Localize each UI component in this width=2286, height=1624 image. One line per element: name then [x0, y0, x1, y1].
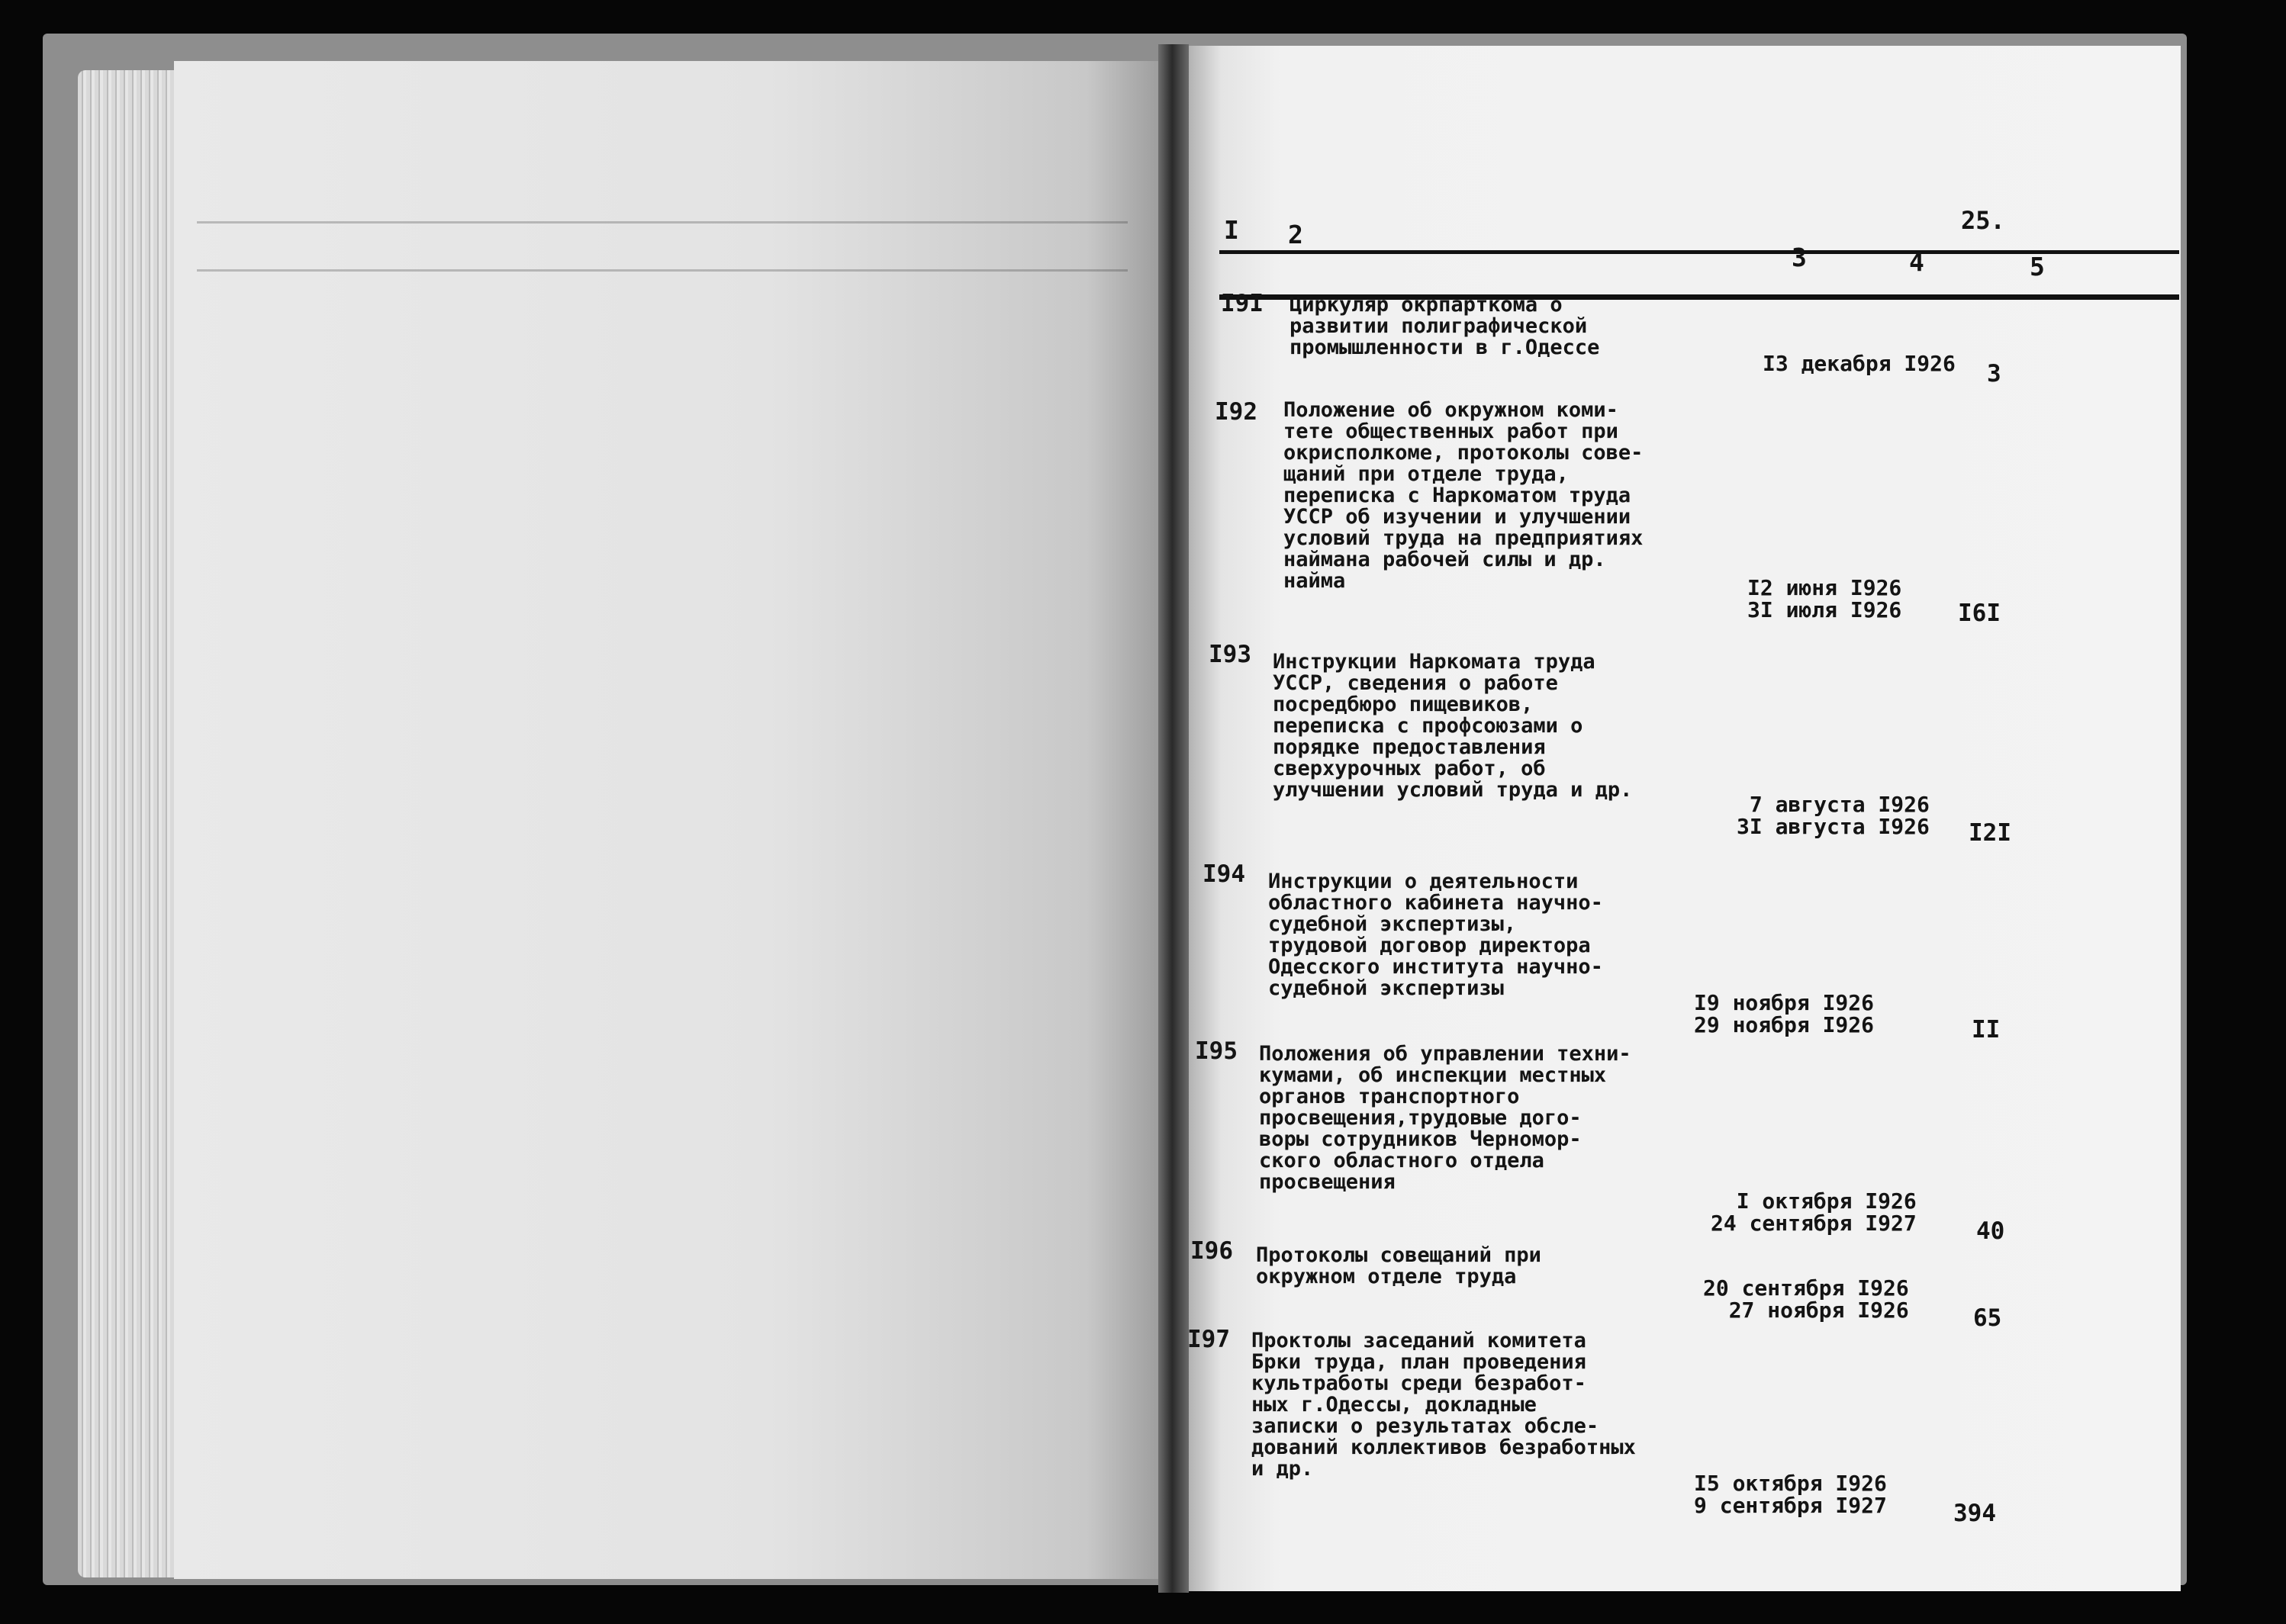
- entry-title: Инструкции Наркомата труда УССР, сведения о работе посредбюро пищевиков, переписка с профсоюзами о порядке предоставления сверхурочных работ, об улучшении условий труда и др.: [1273, 650, 1633, 802]
- entry-title: Циркуляр окрпарткома о развитии полиграфической промышленности в г.Одессе: [1289, 293, 1600, 359]
- column-header-1: I: [1224, 215, 1239, 245]
- entry-dates: I2 июня I926 3I июля I926: [1747, 575, 1902, 622]
- entry-number: I92: [1215, 398, 1257, 426]
- entry-number: I97: [1187, 1326, 1230, 1353]
- entry-title: Проктолы заседаний комитета Брки труда, план проведения культработы среди безработ- ных г.Одессы, докладные записки о результатах обсле- дований коллективов безработных и др.: [1251, 1329, 1636, 1481]
- entry-number: I94: [1203, 860, 1245, 888]
- entry-sheets: I6I: [1958, 600, 2001, 627]
- entry-title: Положения об управлении техни- кумами, об инспекции местных органов транспортного просвещения,трудовые дого- воры сотрудников Черномор- ского областного отдела просвещения: [1259, 1042, 1631, 1194]
- page-number: 25.: [1961, 206, 2005, 235]
- entry-number: I9I: [1221, 290, 1264, 317]
- column-header-4: 4: [1909, 247, 1924, 277]
- entry-dates: I9 ноября I926 29 ноября I926: [1694, 990, 1875, 1037]
- entry-sheets: II: [1972, 1016, 2001, 1044]
- entry-dates: I3 декабря I926: [1763, 351, 1956, 376]
- entry-sheets: 40: [1976, 1217, 2005, 1245]
- entry-number: I95: [1195, 1037, 1238, 1065]
- page-edges: [78, 70, 185, 1577]
- entry-title: Положение об окружном коми- тете общественных работ при окрисполкоме, протоколы сове- щаний при отделе труда, переписка с Наркоматом труда УССР об изучении и улучшении условий труда на предприятиях наймана рабочей силы и др. найма: [1283, 398, 1644, 593]
- entry-dates: 20 сентября I926 27 ноября I926: [1703, 1275, 1909, 1323]
- entry-sheets: 65: [1973, 1304, 2002, 1332]
- entry-title: Протоколы совещаний при окружном отделе труда: [1256, 1243, 1541, 1288]
- left-page-bleed-text: [229, 175, 1129, 1548]
- entry-sheets: 394: [1953, 1500, 1996, 1527]
- entry-dates: I5 октября I926 9 сентября I927: [1694, 1471, 1887, 1518]
- column-header-2: 2: [1288, 220, 1303, 249]
- book-spine: [1158, 44, 1189, 1593]
- column-header-3: 3: [1792, 243, 1807, 272]
- entry-number: I93: [1209, 641, 1251, 668]
- entry-dates: 7 августа I926 3I августа I926: [1737, 792, 1930, 839]
- entry-dates: I октября I926 24 сентября I927: [1711, 1188, 1917, 1236]
- entry-sheets: 3: [1987, 360, 2001, 388]
- entry-title: Инструкции о деятельности областного кабинета научно- судебной экспертизы, трудовой договор директора Одесского института научно- судебной экспертизы: [1268, 870, 1603, 1000]
- column-header-5: 5: [2030, 252, 2045, 281]
- entry-number: I96: [1190, 1237, 1233, 1265]
- entry-sheets: I2I: [1969, 819, 2011, 847]
